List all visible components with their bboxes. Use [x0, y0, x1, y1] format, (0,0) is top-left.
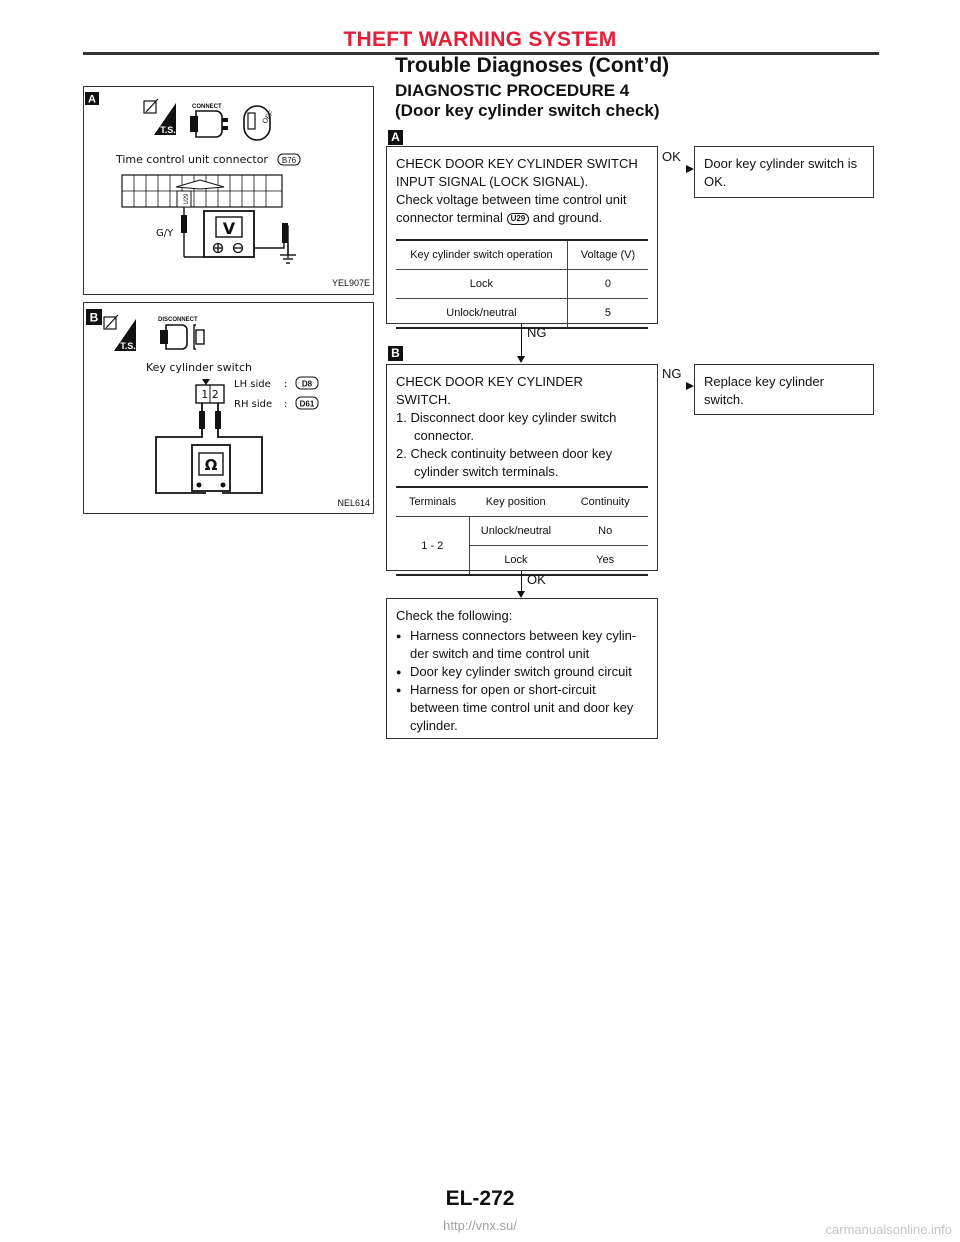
procedure-title	[395, 81, 660, 121]
svg-text:Ω: Ω	[204, 456, 218, 474]
figure-a-voltage-check	[83, 86, 374, 295]
step-b-ng-result: Replace key cylinder switch.	[694, 364, 874, 415]
connector-caption: Time control unit connector	[116, 153, 268, 166]
ts-icon	[102, 315, 136, 351]
figure-b-badge: B	[89, 310, 99, 325]
step-b-ok-label: OK	[527, 572, 546, 587]
figure-a-badge: A	[88, 93, 96, 106]
page-number: EL-272	[445, 1187, 515, 1210]
table-row: 1 - 2 Unlock/neutral No	[396, 517, 648, 546]
page-subtitle: Trouble Diagnoses (Cont’d)	[395, 54, 670, 77]
step-b-box: CHECK DOOR KEY CYLINDER SWITCH. 1. Disconnect door key cylinder switch connector. 2. Check continuity between door key cylinder switch terminals. Terminals Key position Continuity 1 - 2 Unlock/neutral No Lock Yes	[386, 364, 658, 571]
step-a-ng-label: NG	[527, 325, 547, 340]
list-item: ● Harness connectors between key cylin-der switch and time control unit	[396, 627, 648, 663]
procedure-title-line1: DIAGNOSTIC PROCEDURE 4	[395, 81, 630, 100]
step-a-ok-label: OK	[662, 149, 681, 164]
switch-terminal-numbers: 1 2	[201, 388, 219, 401]
site-link[interactable]: http://vnx.su/	[443, 1218, 517, 1233]
connect-label: CONNECT	[192, 104, 222, 110]
step-a-box	[386, 146, 658, 324]
voltmeter	[204, 211, 254, 257]
list-item: ● Harness for open or short-circuit between time control unit and door key cylinder.	[396, 681, 648, 735]
final-check-box: Check the following: ● Harness connectors between key cylin-der switch and time control unit ● Door key cylinder switch ground circuit ● Harness for open or short-circuit between time control unit and door key cylinder.	[386, 598, 658, 739]
step-a-line4: connector terminal U29 and ground.	[396, 210, 603, 225]
key-cylinder-switch-connector	[196, 379, 224, 403]
key-cylinder-switch-caption: Key cylinder switch	[146, 361, 252, 374]
arrow-down-icon	[517, 356, 525, 363]
terminal-u29: U29	[184, 193, 190, 205]
svg-text:V: V	[222, 219, 236, 238]
connector-code: B76	[281, 156, 297, 165]
list-item: ● Door key cylinder switch ground circuit	[396, 663, 648, 681]
continuity-spec-table: Terminals Key position Continuity 1 - 2 Unlock/neutral No Lock Yes	[396, 486, 648, 576]
time-control-unit-connector	[122, 175, 282, 207]
connector-plug-icon	[190, 111, 228, 137]
step-a-line1: CHECK DOOR KEY CYLINDER SWITCH	[396, 156, 638, 171]
rh-side-code: D61	[299, 399, 315, 409]
lh-side-code: D8	[301, 379, 313, 389]
arrow-down-icon	[517, 591, 525, 598]
table-row: Lock Yes	[396, 546, 648, 576]
terminal-u29-badge: U29	[507, 213, 530, 225]
svg-text:T.S.: T.S.	[160, 125, 176, 135]
step-a-line2: INPUT SIGNAL (LOCK SIGNAL).	[396, 174, 589, 189]
procedure-title-line2: (Door key cylinder switch check)	[395, 101, 660, 120]
svg-text:OFF: OFF	[261, 109, 276, 126]
disconnect-label: DISCONNECT	[158, 317, 198, 323]
rh-side-label: RH side	[234, 399, 273, 410]
svg-text:T.S.: T.S.	[120, 341, 136, 351]
section-title: THEFT WARNING SYSTEM	[343, 28, 617, 51]
arrow-right-icon	[686, 382, 694, 390]
ts-icon	[142, 99, 176, 135]
step-b-ng-label: NG	[662, 366, 682, 381]
watermark: carmanualsonline.info	[825, 1222, 952, 1237]
figure-b-continuity-check	[83, 302, 374, 514]
svg-text::: :	[284, 379, 288, 390]
step-a-line3: Check voltage between time control unit	[396, 192, 627, 207]
figure-a-id: YEL907E	[331, 278, 370, 288]
wire-color-label: G/Y	[156, 228, 174, 239]
voltage-spec-table: Key cylinder switch operation Voltage (V) Lock 0 Unlock/neutral 5	[396, 239, 648, 329]
table-row: Lock 0	[396, 270, 648, 299]
connector-line	[521, 324, 522, 360]
arrow-right-icon	[686, 165, 694, 173]
ignition-key-off-icon	[244, 106, 275, 140]
step-a-ok-result: Door key cylinder switch is OK.	[694, 146, 874, 198]
lh-side-label: LH side	[234, 379, 271, 390]
table-row: Unlock/neutral 5	[396, 299, 648, 329]
figure-b-id: NEL614	[337, 498, 370, 508]
step-a-badge: A	[388, 130, 403, 145]
disconnected-plug-icon	[160, 325, 204, 349]
ohmmeter	[192, 445, 230, 491]
svg-text::: :	[284, 399, 288, 410]
step-b-badge: B	[388, 346, 403, 361]
